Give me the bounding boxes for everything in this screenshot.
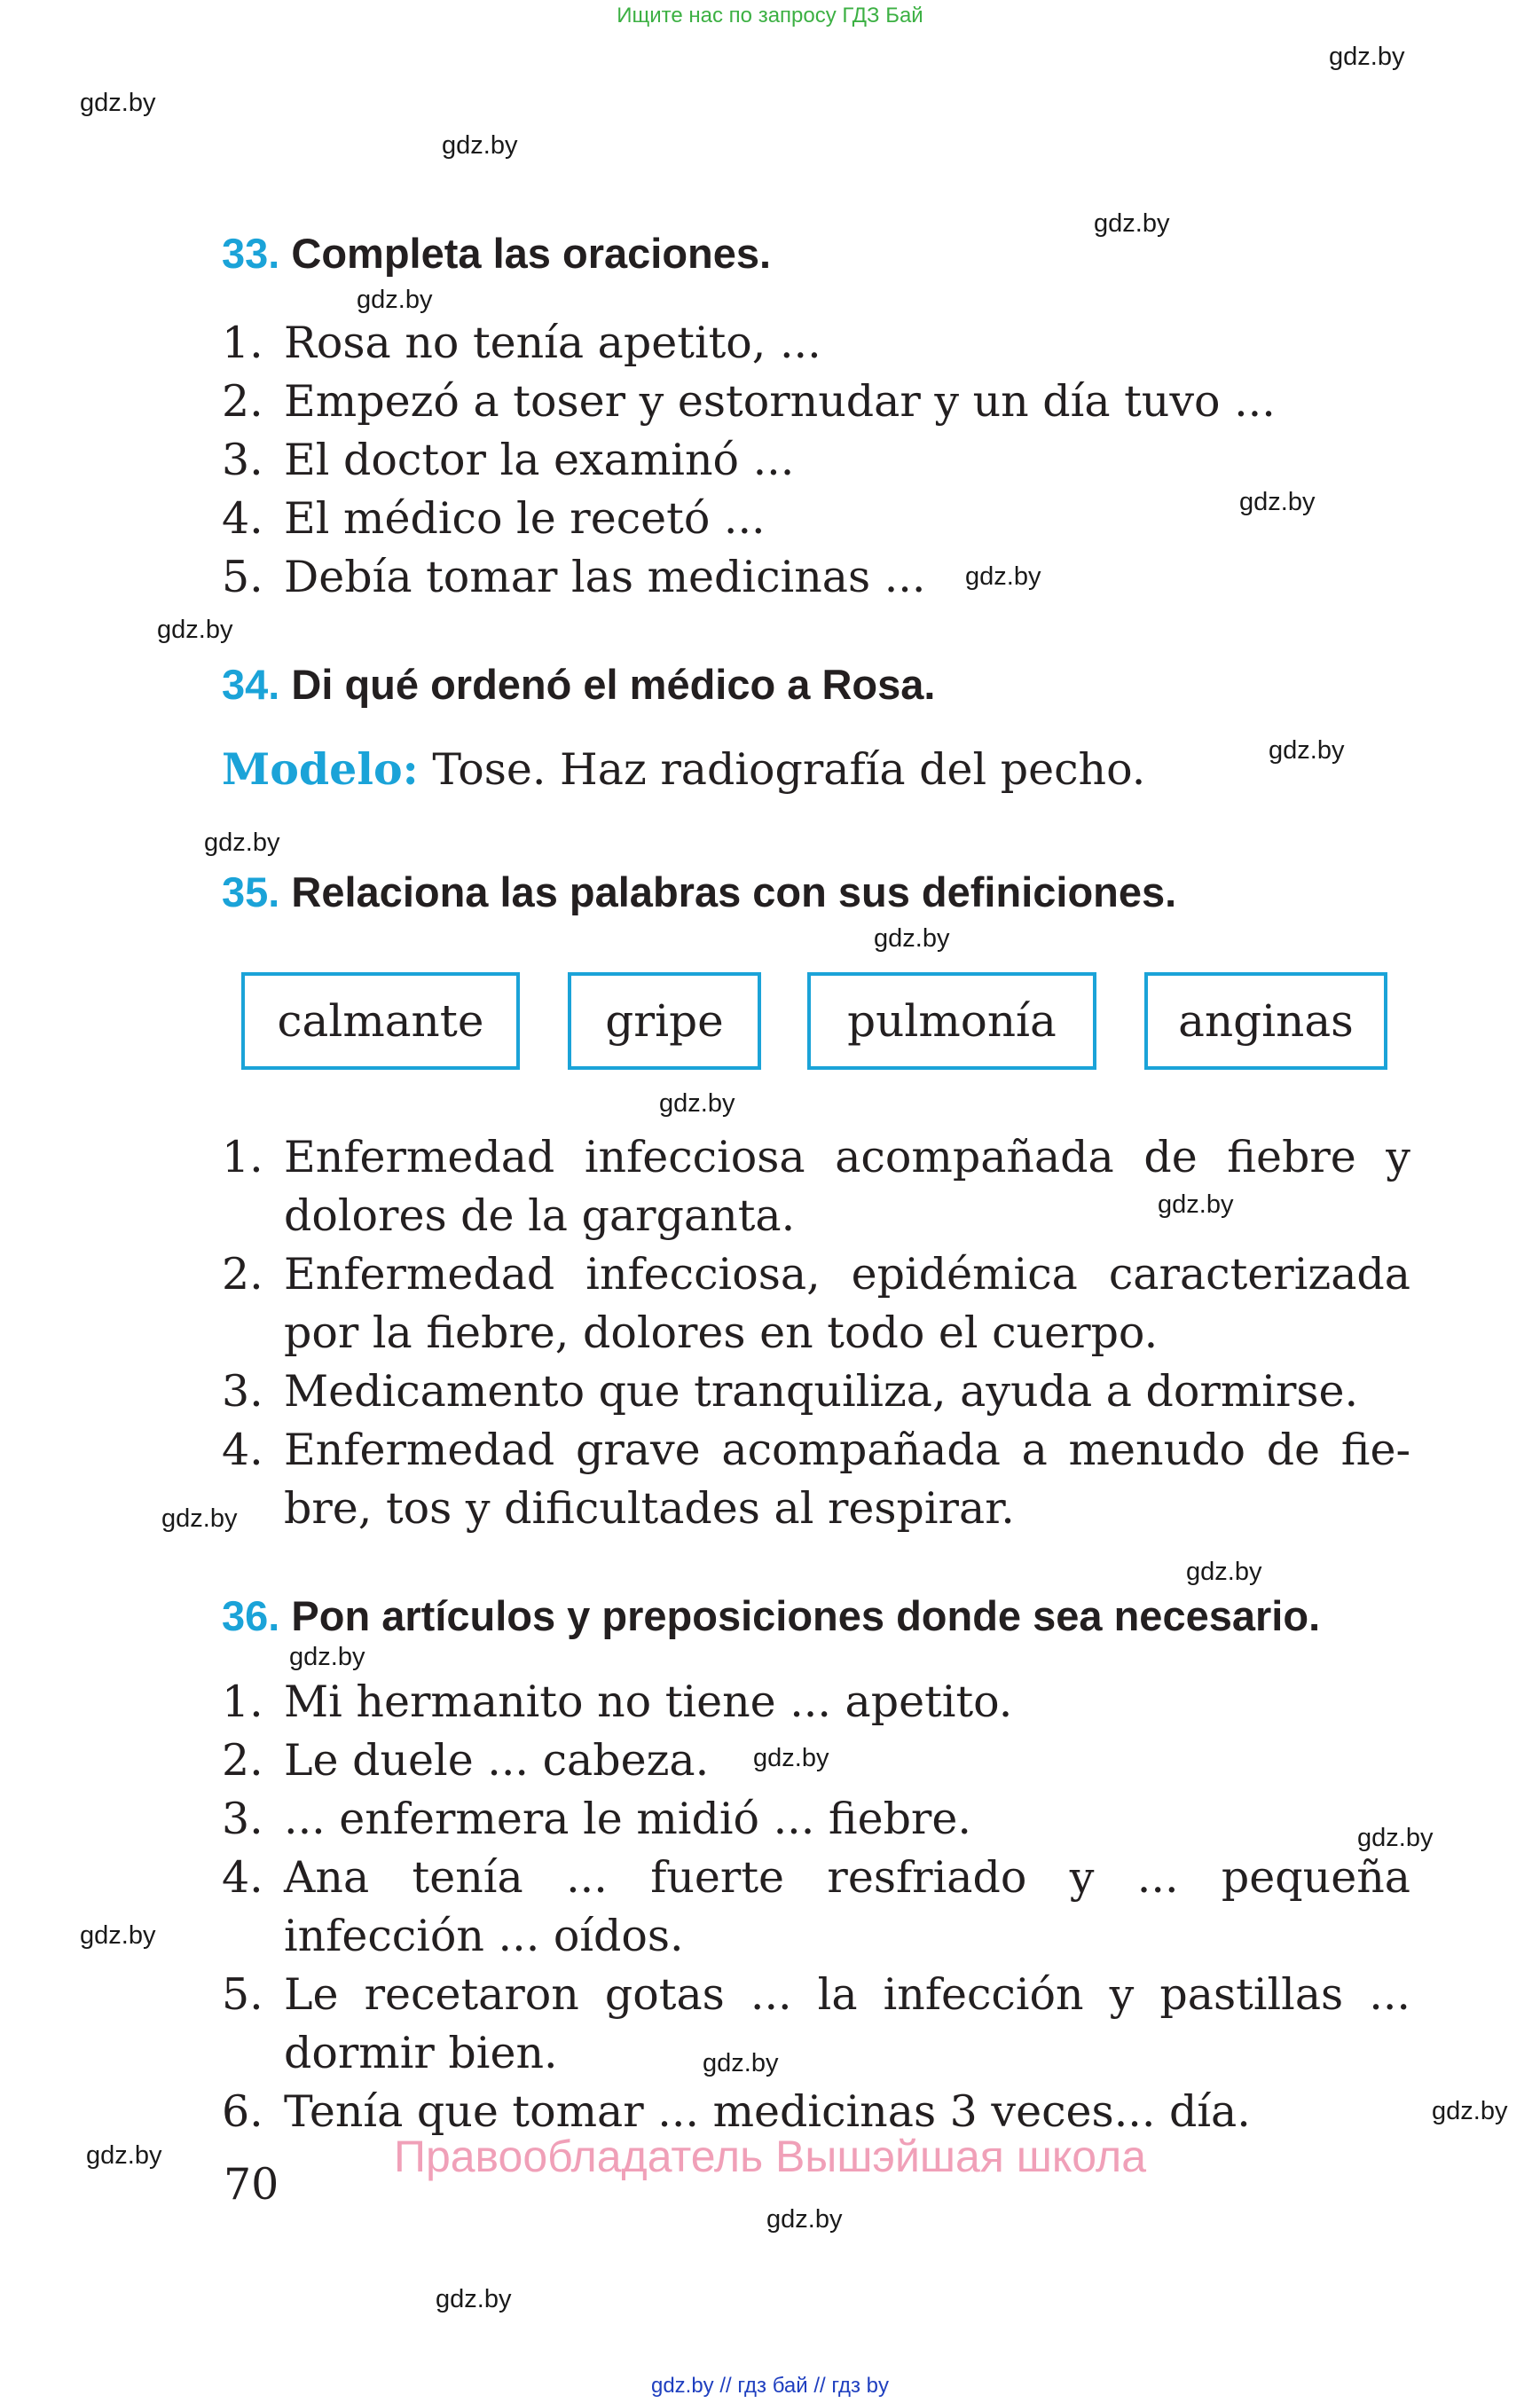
item-number: 5. [222, 552, 263, 602]
list-item [222, 373, 1410, 431]
item-text: El médico le recetó ... [284, 493, 766, 544]
list-item [222, 431, 1410, 490]
list-item [222, 1128, 1410, 1245]
exercise-33-heading [222, 229, 771, 278]
watermark: gdz.by [1329, 43, 1405, 71]
watermark: gdz.by [1158, 1190, 1234, 1219]
item-number: 4. [222, 493, 263, 544]
exercise-number: 34. [222, 661, 280, 708]
item-text: Enfermedad infecciosa acompañada de fiebre y dolores de la garganta. [284, 1132, 1410, 1241]
item-number: 1. [222, 1677, 263, 1727]
item-text: Empezó a toser y estornudar y un día tuvo ... [284, 376, 1276, 427]
watermark: gdz.by [442, 131, 518, 160]
watermark: gdz.by [766, 2205, 843, 2234]
item-text: Mi hermanito no tiene ... apetito. [284, 1677, 1013, 1727]
watermark: gdz.by [1239, 488, 1316, 516]
watermark: gdz.by [436, 2285, 512, 2313]
model-example [222, 743, 1145, 795]
exercise-title: Relaciona las palabras con sus definiciones. [291, 868, 1177, 915]
exercise-number: 36. [222, 1592, 280, 1639]
watermark: gdz.by [161, 1504, 238, 1533]
item-number: 3. [222, 435, 263, 485]
watermark: gdz.by [1432, 2097, 1508, 2125]
watermark: gdz.by [874, 924, 950, 953]
list-item [222, 1849, 1410, 1966]
item-number: 4. [222, 1425, 263, 1475]
watermark: gdz.by [357, 286, 433, 314]
watermark: gdz.by [1186, 1558, 1262, 1586]
item-number: 5. [222, 1969, 263, 2020]
exercise-35-heading [222, 868, 1176, 916]
item-text: Le duele ... cabeza. [284, 1735, 710, 1786]
item-text: Tenía que tomar ... medicinas 3 veces... día. [284, 2086, 1251, 2137]
item-number: 3. [222, 1794, 263, 1844]
list-item [222, 314, 1410, 373]
exercise-title: Di qué ordenó el médico a Rosa. [291, 661, 936, 708]
watermark: gdz.by [659, 1089, 735, 1118]
watermark: gdz.by [204, 828, 280, 857]
item-text: El doctor la examinó ... [284, 435, 795, 485]
watermark: gdz.by [157, 616, 233, 644]
item-number: 1. [222, 318, 263, 368]
word-box-calmante: calmante [241, 972, 520, 1070]
list-item [222, 1732, 1410, 1790]
list-item [222, 1966, 1410, 2083]
item-text: Rosa no tenía apetito, ... [284, 318, 821, 368]
item-text: Le recetaron gotas ... la infección y pastillas ... dormir bien. [284, 1969, 1410, 2078]
exercise-number: 33. [222, 230, 280, 277]
list-item [222, 1245, 1410, 1362]
exercise-34-heading [222, 660, 935, 709]
watermark: gdz.by [1357, 1824, 1434, 1852]
search-hint-link[interactable]: Ищите нас по запросу ГДЗ Бай [617, 4, 923, 27]
list-item [222, 548, 1410, 607]
item-number: 3. [222, 1366, 263, 1417]
exercise-number: 35. [222, 868, 280, 915]
watermark: gdz.by [753, 1744, 829, 1772]
exercise-36-heading [222, 1591, 1320, 1640]
list-item [222, 1421, 1410, 1538]
page-number: 70 [224, 2159, 279, 2210]
word-box-gripe: gripe [568, 972, 761, 1070]
watermark: gdz.by [80, 89, 156, 117]
word-box-anginas: anginas [1144, 972, 1387, 1070]
item-text: Ana tenía ... fuerte resfriado y ... pequeña infección ... oídos. [284, 1852, 1410, 1961]
exercise-title: Pon artículos y preposiciones donde sea necesario. [291, 1592, 1321, 1639]
watermark: gdz.by [965, 562, 1041, 591]
list-item [222, 1362, 1410, 1421]
watermark: gdz.by [1094, 209, 1170, 238]
item-number: 1. [222, 1132, 263, 1182]
watermark: gdz.by [1269, 736, 1345, 765]
item-text: Medicamento que tranquiliza, ayuda a dormirse. [284, 1366, 1359, 1417]
list-item [222, 1790, 1410, 1849]
watermark: gdz.by [80, 1921, 156, 1950]
watermark: gdz.by [289, 1643, 365, 1671]
model-text: Tose. Haz radiografía del pecho. [432, 744, 1146, 795]
item-text: Enfermedad infecciosa, epidémica caracterizada por la fiebre, dolores en todo el cuerpo. [284, 1249, 1410, 1358]
exercise-title: Completa las oraciones. [291, 230, 772, 277]
item-number: 4. [222, 1852, 263, 1903]
list-item [222, 490, 1410, 548]
item-text: Enfermedad grave acompañada a menudo de fiebre, tos y dificultades al respirar. [284, 1425, 1410, 1534]
item-number: 2. [222, 376, 263, 427]
item-text: ... enfermera le midió ... fiebre. [284, 1794, 971, 1844]
item-number: 2. [222, 1249, 263, 1300]
copyright-notice: Правообладатель Вышэйшая школа [394, 2132, 1146, 2181]
item-text: Debía tomar las medicinas ... [284, 552, 926, 602]
item-number: 6. [222, 2086, 263, 2137]
item-number: 2. [222, 1735, 263, 1786]
model-label: Modelo: [222, 743, 419, 795]
watermark: gdz.by [703, 2049, 779, 2077]
word-box-pulmonia: pulmonía [807, 972, 1096, 1070]
footer-links[interactable]: gdz.by // гдз бай // гдз by [650, 2374, 890, 2398]
list-item [222, 1673, 1410, 1732]
watermark: gdz.by [86, 2141, 162, 2170]
